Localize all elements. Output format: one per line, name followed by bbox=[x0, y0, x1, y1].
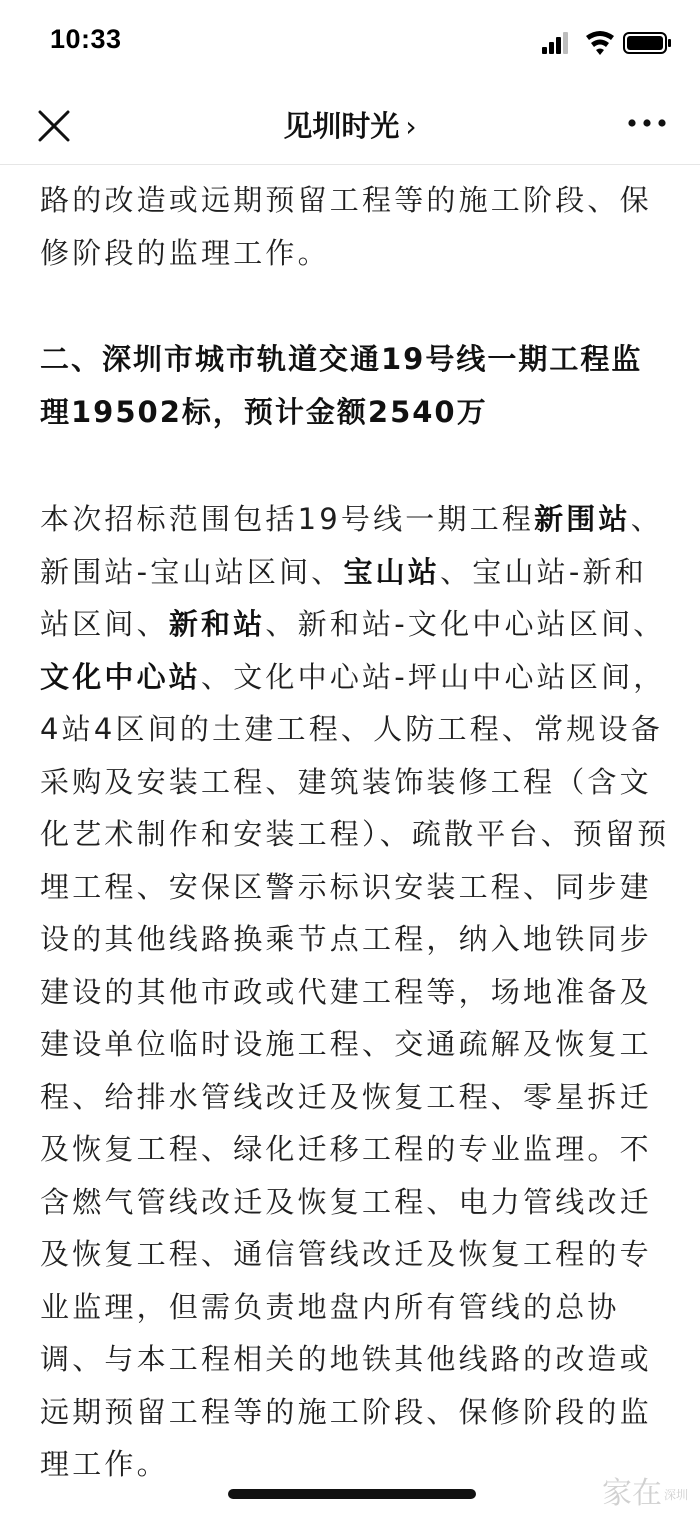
signal-icon bbox=[542, 32, 568, 54]
article-paragraph: 路的改造或远期预留工程等的施工阶段、保修阶段的监理工作。 bbox=[40, 183, 652, 270]
wifi-icon bbox=[586, 31, 614, 55]
nav-bar bbox=[0, 86, 700, 165]
status-time: 10:33 bbox=[50, 24, 122, 54]
station-name: 文化中心站 bbox=[40, 659, 202, 694]
watermark: 家在 深圳 bbox=[601, 1476, 688, 1511]
account-title-link[interactable] bbox=[0, 104, 700, 145]
home-indicator[interactable] bbox=[228, 1489, 476, 1499]
station-name: 新和站 bbox=[168, 607, 266, 641]
article-body bbox=[40, 166, 670, 1491]
more-icon[interactable] bbox=[628, 111, 666, 135]
status-bar bbox=[0, 0, 700, 86]
status-icons bbox=[542, 30, 672, 56]
article-paragraph: 本次招标范围包括19号线一期工程新围站、新围站-宝山站区间、宝山站、宝山站-新和站区间、新和站、新和站-文化中心站区间、文化中心站、文化中心站-坪山中心站区间，4站4区间的土建工程、人防工程、常规设备采购及安装工程、建筑装饰装修工程（含文化艺术制作和安装工程）、疏散平台、预留预埋工程、安保区警示标识安装工程、同步建设的其他线路换乘节点工程，纳入地铁同步建设的其他市政或代建工程等，场地准备及建设单位临时设施工程、交通疏解及恢复工程、给排水管线改迁及恢复工程、零星拆迁及恢复工程、绿化迁移工程的专业监理。不含燃气管线改迁及恢复工程、电力管线改迁及恢复工程、通信管线改迁及恢复工程的专业监理，但需负责地盘内所有管线的总协调、与本工程相关的地铁其他线路的改造或远期预留工程等的施工阶段、保修阶段的监理工作。 bbox=[40, 502, 670, 1481]
account-name: 见圳时光 bbox=[283, 109, 400, 143]
station-name: 宝山站 bbox=[343, 554, 441, 589]
chevron-right-icon: › bbox=[405, 110, 417, 143]
section-heading: 二、深圳市城市轨道交通19号线一期工程监理19502标，预计金额2540万 bbox=[40, 342, 643, 429]
battery-icon bbox=[624, 33, 671, 53]
station-name: 新围站 bbox=[534, 502, 631, 536]
